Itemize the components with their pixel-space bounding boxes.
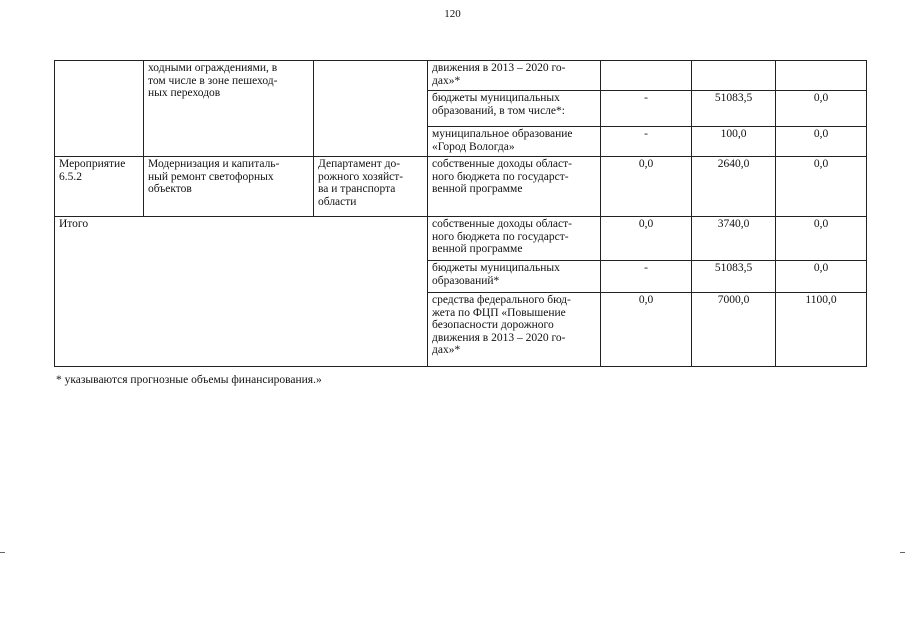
value-2013-cell: 0,0 bbox=[601, 293, 692, 367]
activity-name-cell: ходными ограждениями, в том числе в зоне пешеход- ных переходов bbox=[144, 61, 314, 157]
funding-source-cell: движения в 2013 – 2020 го- дах»* bbox=[428, 61, 601, 91]
value-2015-cell bbox=[776, 61, 867, 91]
value-2013-cell: 0,0 bbox=[601, 157, 692, 217]
left-edge-mark bbox=[0, 552, 5, 553]
value-2014-cell: 51083,5 bbox=[692, 261, 776, 293]
table-row bbox=[55, 157, 867, 217]
financing-table bbox=[54, 60, 867, 367]
funding-source-cell: бюджеты муниципальных образований* bbox=[428, 261, 601, 293]
activity-cell bbox=[55, 61, 144, 157]
executor-cell: Департамент до- рожного хозяйст- ва и транспорта области bbox=[314, 157, 428, 217]
value-2014-cell: 3740,0 bbox=[692, 217, 776, 261]
funding-source-cell: средства федерального бюд- жета по ФЦП «Повышение безопасности дорожного движения в 2013 – 2020 го- дах»* bbox=[428, 293, 601, 367]
executor-cell bbox=[314, 61, 428, 157]
total-label-cell: Итого bbox=[55, 217, 428, 367]
value-2014-cell: 7000,0 bbox=[692, 293, 776, 367]
value-2013-cell: - bbox=[601, 127, 692, 157]
value-2015-cell: 0,0 bbox=[776, 127, 867, 157]
value-2015-cell: 0,0 bbox=[776, 157, 867, 217]
value-2014-cell: 100,0 bbox=[692, 127, 776, 157]
value-2014-cell bbox=[692, 61, 776, 91]
value-2013-cell bbox=[601, 61, 692, 91]
funding-source-cell: бюджеты муниципальных образований, в том числе*: bbox=[428, 91, 601, 127]
value-2015-cell: 0,0 bbox=[776, 261, 867, 293]
footnote: * указываются прогнозные объемы финансирования.» bbox=[56, 374, 322, 386]
value-2015-cell: 0,0 bbox=[776, 217, 867, 261]
value-2013-cell: 0,0 bbox=[601, 217, 692, 261]
right-edge-mark bbox=[900, 552, 905, 553]
table-row bbox=[55, 217, 867, 261]
value-2013-cell: - bbox=[601, 261, 692, 293]
page-number: 120 bbox=[444, 8, 461, 20]
table-row bbox=[55, 61, 867, 91]
funding-source-cell: собственные доходы област- ного бюджета по государст- венной программе bbox=[428, 217, 601, 261]
value-2014-cell: 2640,0 bbox=[692, 157, 776, 217]
value-2015-cell: 1100,0 bbox=[776, 293, 867, 367]
value-2013-cell: - bbox=[601, 91, 692, 127]
value-2015-cell: 0,0 bbox=[776, 91, 867, 127]
funding-source-cell: собственные доходы област- ного бюджета по государст- венной программе bbox=[428, 157, 601, 217]
value-2014-cell: 51083,5 bbox=[692, 91, 776, 127]
activity-name-cell: Модернизация и капиталь- ный ремонт светофорных объектов bbox=[144, 157, 314, 217]
activity-cell: Мероприятие 6.5.2 bbox=[55, 157, 144, 217]
funding-source-cell: муниципальное образование «Город Вологда» bbox=[428, 127, 601, 157]
